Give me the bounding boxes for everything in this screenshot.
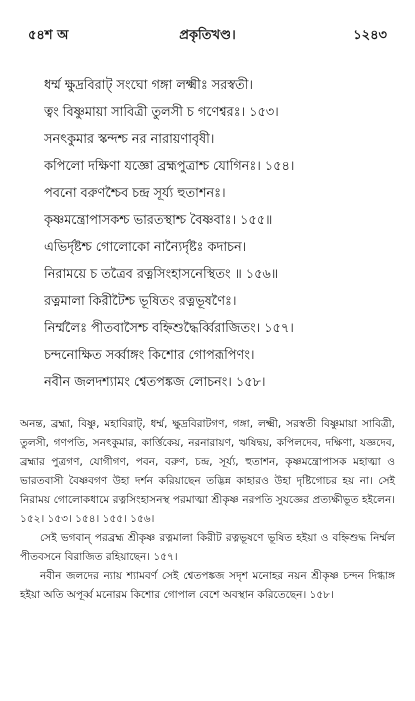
- verse-line: পবনো বরুণশ্চৈব চন্দ্র সূর্য্য হুতাশনঃ।: [44, 186, 226, 201]
- verse-line: নবীন জলদশ্যামং শ্বেতপঙ্কজ লোচনং। ১৫৮।: [44, 375, 266, 390]
- chapter-number: ৫৪শ অ: [28, 28, 69, 43]
- verse-line: কৃষ্ণমন্ত্রোপাসকশ্চ ভারতস্থাশ্চ বৈষ্ণবাঃ। ১৫৫॥: [44, 213, 273, 228]
- verse-line: এভির্দৃষ্টশ্চ গোলোকো নান্যৈর্দৃষ্টঃ কদাচন।: [44, 240, 247, 255]
- bengali-commentary: [20, 415, 395, 605]
- verse-line: চন্দনোক্ষিত সর্ব্বাঙ্গং কিশোর গোপরূপিণং।: [44, 348, 255, 363]
- section-title: প্রকৃতিখণ্ড।: [179, 28, 236, 43]
- page-number: ১২৪৩: [353, 28, 387, 43]
- verse-line: নিরাময়ে চ তত্রৈব রত্নসিংহাসনেস্থিতং ॥ ১৫৬॥: [44, 267, 279, 282]
- verse-line: সনৎকুমার স্কন্দশ্চ নর নারায়ণাবৃষী।: [44, 132, 215, 147]
- verse-line: ধর্ম্ম ক্ষুদ্রবিরাট্‌ সংঘো গঙ্গা লক্ষ্মীঃ সরস্বতী।: [44, 78, 253, 93]
- commentary-paragraph: অনন্ত, ব্রহ্মা, বিষ্ণু, মহাবিরাট্‌, ধর্ম্ম, ক্ষুদ্রবিরাটগণ, গঙ্গা, লক্ষ্মী, সরস্বতী বিষ্ণুমায়া সাবিত্রী, তুলসী, গণপতি, সনৎকুমার, কার্ত্তিকেয়, নরনারায়ণ, ঋষিদ্বয়, কপিলদেব, দক্ষিণা, যজ্ঞদেব, ব্রহ্মার পুত্রগণ, যোগীগণ, পবন, বরুণ, চন্দ্র, সূর্য্য, হুতাশন, কৃষ্ণমন্ত্রোপাসক মহাত্মা ও ভারতবাসী বৈষ্ণবগণ উহা দর্শন করিয়াছেন তদ্ভিন্ন কাহারও উহা দৃষ্টিগোচর হয় না। সেই নিরাময় গোলোকধামে রত্নসিংহাসনস্থ পরমাত্মা শ্রীকৃষ্ণ নরপতি সুযজ্ঞের প্রত্যক্ষীভূত হইলেন। ১৫২। ১৫৩। ১৫৪। ১৫৫। ১৫৬।: [20, 418, 395, 525]
- commentary-paragraph: সেই ভগবান্‌ পরব্রহ্ম শ্রীকৃষ্ণ রত্নমালা কিরীট রত্নভূষণে ভূষিত হইয়া ও বহ্নিশুদ্ধ নির্ম্মল পীতবসনে বিরাজিত রহিয়াছেন। ১৫৭।: [20, 532, 395, 563]
- verse-line: রত্নমালা কিরীটৈশ্চ ভূষিতং রত্নভূষণৈঃ।: [44, 294, 237, 309]
- verse-line: ত্বং বিষ্ণুমায়া সাবিত্রী তুলসী চ গণেশ্বরঃ। ১৫৩।: [44, 105, 279, 120]
- commentary-paragraph: নবীন জলদের ন্যায় শ্যামবর্ণ সেই শ্বেতপঙ্কজ সদৃশ মনোহর নয়ন শ্রীকৃষ্ণ চন্দন দিগ্ধাঙ্গ হইয়া অতি অপূর্ব্ব মনোরম কিশোর গোপাল বেশে অবস্থান করিতেছেন। ১৫৮।: [20, 570, 395, 601]
- verse-line: কপিলো দক্ষিণা যজ্ঞো ব্রহ্মপুত্রাশ্চ যোগিনঃ। ১৫৪।: [44, 159, 295, 174]
- page-header: [28, 26, 387, 48]
- sanskrit-verses: [44, 72, 401, 396]
- verse-line: নির্ম্মলৈঃ পীতবাসৈশ্চ বহ্নিশুদ্ধৈর্ব্বিরাজিতং। ১৫৭।: [44, 321, 294, 336]
